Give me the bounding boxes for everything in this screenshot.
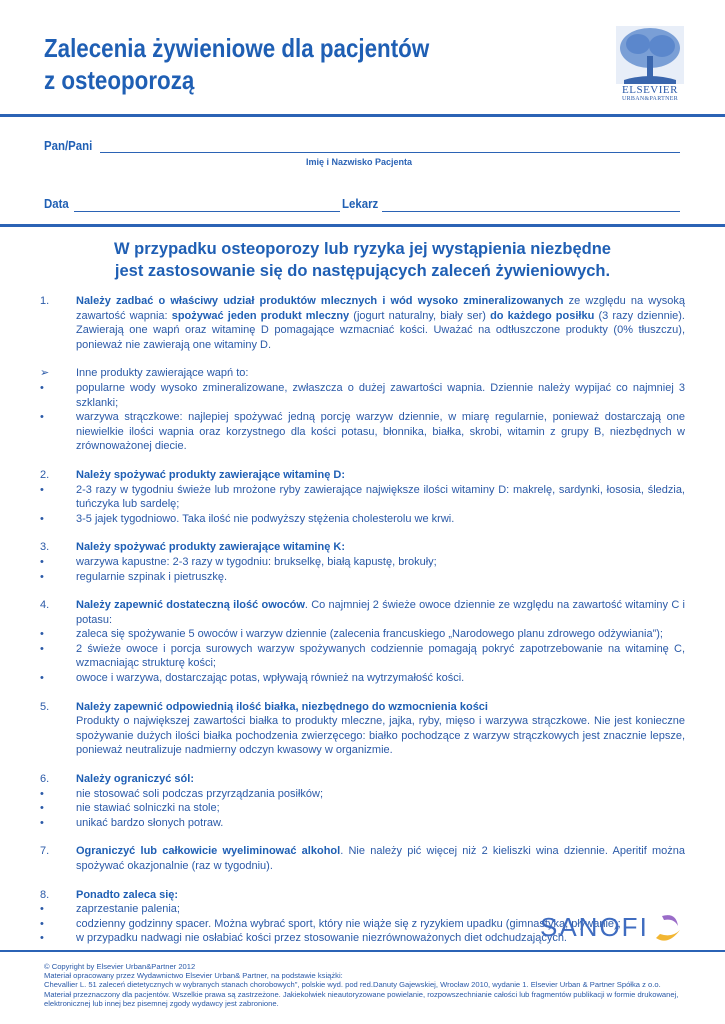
bullet-icon: • bbox=[40, 512, 44, 525]
bullet-icon: • bbox=[40, 816, 44, 829]
list-item bbox=[40, 642, 685, 671]
footer-line: Materiał opracowany przez Wydawnictwo Elsevier Urban& Partner, na podstawie książki: bbox=[44, 971, 343, 981]
patient-hint: Imię i Nazwisko Pacjenta bbox=[306, 157, 413, 167]
bullet-icon: • bbox=[40, 628, 44, 641]
list-item bbox=[40, 381, 685, 410]
list-item bbox=[40, 570, 685, 585]
recommendations-headline bbox=[40, 238, 685, 282]
bullet-icon: • bbox=[40, 570, 44, 583]
item-text: owoce i warzywa, dostarczając potas, wpływają również na wytrzymałość kości. bbox=[76, 672, 465, 685]
date-label: Data bbox=[44, 196, 69, 211]
page-title bbox=[44, 32, 491, 96]
list-item bbox=[40, 816, 685, 831]
bullet-icon: • bbox=[40, 555, 44, 568]
list-item bbox=[40, 772, 685, 787]
item-text: Należy zapewnić dostateczną ilość owoców. Co najmniej 2 świeże owoce dziennie ze względu na zawartość witaminy C i potasu: bbox=[76, 599, 685, 626]
list-item bbox=[40, 844, 685, 873]
item-number: 7. bbox=[40, 845, 50, 858]
item-text: Ponadto zaleca się: bbox=[76, 888, 179, 901]
bullet-icon: • bbox=[40, 932, 44, 945]
list-item bbox=[40, 483, 685, 512]
logo-line-2: URBAN&PARTNER bbox=[622, 96, 678, 102]
doctor-field[interactable] bbox=[382, 211, 680, 212]
list-item bbox=[40, 598, 685, 627]
item-text: zaprzestanie palenia; bbox=[76, 903, 180, 916]
item-number: 6. bbox=[40, 773, 50, 786]
patient-label: Pan/Pani bbox=[44, 138, 93, 153]
list-item bbox=[40, 801, 685, 816]
item-text: Należy zapewnić odpowiednią ilość białka, niezbędnego do wzmocnienia kości Produkty o największej zawartości białka to produkty mleczne, jajka, ryby, mięso i warzywa strączkowe. Nie jest konieczne spożywanie dużych ilości białka pochodzenia zwierzęcego: białko pochodzące z warzyw strączkowych jest znacznie lepsze, ponieważ neutralizuje nadmierny odczyn kwasowy w organizmie. bbox=[76, 700, 685, 757]
item-text: Ograniczyć lub całkowicie wyeliminować alkohol. Nie należy pić więcej niż 2 kieliszki wina dziennie. Aperitif można spożywać okazjonalnie (raz w tygodniu). bbox=[76, 845, 686, 872]
item-text: warzywa kapustne: 2-3 razy w tygodniu: brukselkę, białą kapustę, brokuły; bbox=[76, 555, 437, 568]
date-field[interactable] bbox=[74, 211, 340, 212]
item-text: warzywa strączkowe: najlepiej spożywać jedną porcję warzyw dziennie, w miarę regularnie, ponieważ dostarczają one niewielkie ilości wapnia oraz korzystnego dla kości potasu, błonnika, białka, skrobi, witamin z grupy B, niezbędnych w zrównoważonej diecie. bbox=[76, 411, 685, 453]
item-text: zaleca się spożywanie 5 owoców i warzyw dziennie (zalecenia francuskiego „Narodowego planu zdrowego odżywiania”); bbox=[76, 628, 663, 641]
copyright-footer bbox=[44, 962, 684, 1008]
list-item bbox=[40, 512, 685, 527]
logo-line-1: ELSEVIER bbox=[622, 84, 678, 96]
bullet-icon: • bbox=[40, 903, 44, 916]
footer-line: © Copyright by Elsevier Urban&Partner 2012 bbox=[44, 962, 196, 971]
footer-line: Materiał przeznaczony dla pacjentów. Wszelkie prawa są zastrzeżone. Jakiekolwiek nieautoryzowane powielanie, rozpowszechnianie całości lub fragmentów publikacji w formie drukowanej, bbox=[44, 989, 679, 999]
item-number: 3. bbox=[40, 541, 50, 554]
item-text: Należy spożywać produkty zawierające witaminę D: bbox=[76, 468, 345, 481]
bullet-icon: • bbox=[40, 411, 44, 424]
footer-divider bbox=[0, 950, 725, 952]
item-number: 5. bbox=[40, 700, 50, 713]
elsevier-wordmark bbox=[608, 84, 692, 102]
doctor-label: Lekarz bbox=[342, 196, 379, 211]
item-text: w przypadku nadwagi nie osłabiać kości przez stosowanie niezrównoważonych diet odchudzających. bbox=[76, 932, 567, 945]
bullet-icon: • bbox=[40, 802, 44, 815]
recommendations-list bbox=[40, 294, 685, 946]
item-number: 1. bbox=[40, 295, 50, 307]
item-text: Należy spożywać produkty zawierające witaminę K: bbox=[76, 541, 345, 554]
item-text: codzienny godzinny spacer. Można wybrać sport, który nie wiąże się z ryzykiem upadku (gimnastyka, pływanie); bbox=[76, 917, 621, 930]
patient-name-field[interactable] bbox=[100, 152, 680, 153]
item-text: nie stosować soli podczas przyrządzania posiłków; bbox=[76, 787, 324, 800]
item-number: 8. bbox=[40, 888, 50, 901]
bullet-icon: • bbox=[40, 917, 44, 930]
item-number: 4. bbox=[40, 599, 50, 612]
title-line-1: Zalecenia żywieniowe dla pacjentów bbox=[44, 33, 430, 63]
sanofi-wordmark: SANOFI bbox=[540, 912, 649, 942]
item-number: 2. bbox=[40, 468, 50, 481]
list-item bbox=[40, 700, 685, 758]
item-text: regularnie szpinak i pietruszkę. bbox=[76, 570, 228, 583]
header-divider bbox=[0, 114, 725, 117]
sanofi-swirl-icon bbox=[652, 908, 684, 944]
list-item bbox=[40, 671, 685, 686]
list-item bbox=[40, 410, 685, 454]
item-text: Należy ograniczyć sól: bbox=[76, 773, 194, 786]
item-text: Należy zadbać o właściwy udział produktów mlecznych i wód wysoko zmineralizowanych ze względu na wysoką zawartość wapnia: spożywać jeden produkt mleczny (jogurt naturalny, biały ser) do każdego posiłku (3 razy dziennie). Zawierają one wapń oraz witaminę D pomagające wzmacniać kości. Uważać na odtłuszczone produkty (0% tłuszczu), ponieważ nie zawierają one witaminy D. bbox=[76, 295, 685, 351]
list-item bbox=[40, 294, 685, 352]
bullet-icon: • bbox=[40, 642, 44, 655]
form-divider bbox=[0, 224, 725, 227]
list-item bbox=[40, 787, 685, 802]
item-text: nie stawiać solniczki na stole; bbox=[76, 802, 220, 815]
bullet-icon: • bbox=[40, 381, 44, 394]
item-text: 3-5 jajek tygodniowo. Taka ilość nie podwyższy stężenia cholesterolu we krwi. bbox=[76, 512, 455, 525]
footer-line: elektronicznej lub innej bez pisemnej zgody wydawcy jest zabronione. bbox=[44, 998, 279, 1008]
item-text: unikać bardzo słonych potraw. bbox=[76, 816, 224, 829]
item-text: popularne wody wysoko zmineralizowane, zwłaszcza o dużej zawartości wapnia. Dziennie należy wypijać co najmniej 3 szklanki; bbox=[76, 381, 685, 409]
item-text: 2 świeże owoce i porcja surowych warzyw spożywanych codziennie pomagają pokryć zapotrzebowanie na witaminę C, wzmacniając strukturę kości; bbox=[76, 642, 685, 670]
list-item bbox=[40, 888, 685, 903]
headline-line-2: jest zastosowanie się do następujących zaleceń żywieniowych. bbox=[114, 262, 611, 280]
item-text: 2-3 razy w tygodniu świeże lub mrożone ryby zawierające największe ilości witaminy D: makrelę, sardynki, łososia, śledzia, tuńczyka lub sardelę; bbox=[76, 483, 685, 511]
item-text: Inne produkty zawierające wapń to: bbox=[76, 367, 249, 380]
arrow-icon: ➢ bbox=[40, 367, 50, 380]
bullet-icon: • bbox=[40, 483, 44, 496]
list-item bbox=[40, 468, 685, 483]
list-item bbox=[40, 540, 685, 555]
bullet-icon: • bbox=[40, 672, 44, 685]
bullet-icon: • bbox=[40, 787, 44, 800]
footer-line: Chevallier L. 51 zaleceń dietetycznych w wybranych stanach chorobowych", polskie wyd. pod red.Danuty Gajewskiej, Wrocław 2010, wydanie 1. Elsevier Urban & Partner Spółka z o.o. bbox=[44, 980, 661, 990]
list-item bbox=[40, 366, 685, 381]
list-item bbox=[40, 627, 685, 642]
title-line-2: z osteoporozą bbox=[44, 65, 195, 95]
headline-line-1: W przypadku osteoporozy lub ryzyka jej wystąpienia niezbędne bbox=[114, 240, 611, 258]
list-item bbox=[40, 555, 685, 570]
